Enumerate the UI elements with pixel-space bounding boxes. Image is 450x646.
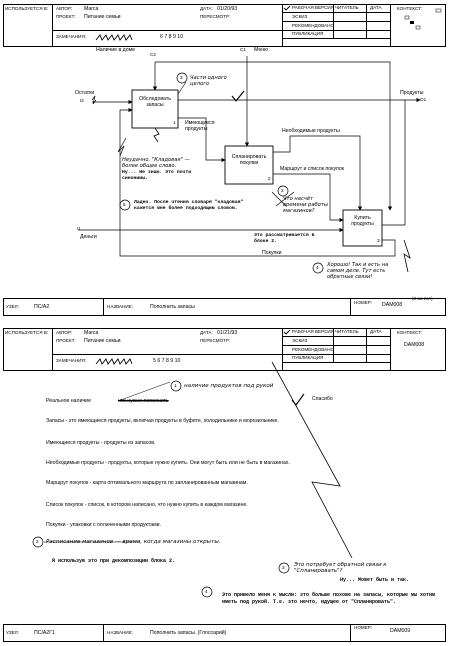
reader-date-label: ДАТА	[370, 5, 382, 10]
status-publication: ПУБЛИКАЦИЯ	[292, 31, 324, 36]
note-1-reply: Ну... Не знаю. Это почти синонимы.	[122, 170, 192, 181]
g-line-1-struck: что нужно пополнить	[118, 398, 169, 404]
g-reply-line: Я использую это при декомпозиции блока 2.	[52, 558, 176, 564]
check-mark-icon-2	[292, 394, 304, 405]
used-in-label-2: ИСПОЛЬЗУЕТСЯ В:	[5, 330, 49, 335]
status-working-2: РАБОЧАЯ ВЕРСИЯ	[292, 329, 335, 334]
box-2-title: Спланировать покупки	[231, 154, 267, 166]
note-5-text: Ладно. После чтения словаря "кладовая" кажется мне более подходящим словом.	[134, 200, 244, 211]
g-line-3: Имеющиеся продукты - продукты из запасов.	[46, 440, 156, 446]
reader-date-label-2: ДАТА	[370, 329, 382, 334]
date-label-2: ДАТА:	[200, 330, 213, 335]
copy-note: (3 км ссл)	[412, 296, 433, 301]
note-5-number: 5	[123, 202, 126, 207]
i1-label: I1	[77, 226, 81, 231]
g-note-3-reply: Ну... Может быть и так.	[340, 577, 410, 583]
name-label-2: НАЗВАНИЕ:	[107, 630, 134, 635]
g-line-2: Запасы - это имеющиеся продукты, включая продукты в буфете, холодильнике и морозильнике.	[46, 418, 279, 424]
c2-label: C2	[150, 52, 156, 57]
notes-label: ЗАМЕЧАНИЯ:	[56, 34, 87, 39]
g-note-4-text: Это привело меня к мысли: это больше похоже на запасы, которые мы хотим иметь под рукой. Т.е. это нечто, идущее от "Спланировать".	[222, 592, 436, 605]
g-thanks: Спасибо	[312, 396, 333, 402]
number-value: DAM008	[382, 302, 403, 308]
author-value: Marca	[84, 6, 99, 12]
arrow-have-label: Имеющиеся продукты	[185, 120, 215, 132]
g-line-1-term: Реальное наличие	[46, 398, 91, 404]
node-label-2: УЗЕЛ:	[6, 630, 19, 635]
notes-digits-2: 5 6 7 8 9 10	[153, 358, 181, 364]
name-label: НАЗВАНИЕ:	[107, 304, 134, 309]
c1-label: C1	[240, 47, 246, 52]
g-note-3-text: Это потребует обратной связи к "Спланировать"?	[294, 562, 387, 574]
project-label-2: ПРОЕКТ:	[56, 338, 76, 343]
g-note-2-text: Расписание магазинов — время, когда магазины открыты.	[46, 539, 221, 545]
c2-name: Наличие в доме	[96, 47, 136, 53]
review-label-2: ПЕРЕСМОТР:	[200, 338, 231, 343]
form-1	[0, 0, 450, 322]
check-mark-icon	[232, 91, 244, 101]
form1-footer	[3, 298, 446, 316]
notes-label-2: ЗАМЕЧАНИЯ:	[56, 358, 87, 363]
date-label: ДАТА:	[200, 6, 213, 11]
g-line-6: Список покупок - список, в котором написано, что нужно купить в каждом магазине.	[46, 502, 248, 508]
note-3-text: Части одного целого	[190, 75, 227, 87]
name-value: Пополнить запасы	[150, 304, 195, 310]
note-2-reply: Это рассматривается в блоке 2.	[254, 233, 315, 244]
status-recommended: РЕКОМЕНДОВАНО	[292, 23, 335, 28]
box-3-title: Купить продукты	[351, 215, 374, 227]
reader-label-2: ЧИТАТЕЛЬ	[335, 329, 359, 334]
g-note-2-number: 2	[36, 539, 39, 544]
notes-digits: 6 7 8 9 10	[160, 34, 184, 40]
used-in-label: ИСПОЛЬЗУЕТСЯ В:	[5, 6, 49, 11]
note-4-number: 4	[316, 265, 319, 270]
project-value: Питание семьи	[84, 14, 121, 20]
node-value: ПС/А2	[34, 304, 50, 310]
status-publication-2: ПУБЛИКАЦИЯ	[292, 355, 324, 360]
number-label: НОМЕР:	[354, 300, 373, 305]
g-note-4-number: 4	[205, 589, 208, 594]
number-label-2: НОМЕР:	[354, 625, 373, 630]
number-value-2: DAM009	[390, 628, 411, 634]
node-value-2: ПС/А2Г1	[34, 630, 55, 636]
date-value-2: 01/21/93	[217, 330, 238, 336]
node-label: УЗЕЛ:	[6, 304, 19, 309]
status-recommended-2: РЕКОМЕНДОВАНО	[292, 347, 335, 352]
note-1-text: Неудачно. "Кладовая" — более общее слово.	[122, 157, 190, 169]
note-2-number: 2	[281, 188, 284, 193]
g-note-3-number: 3	[282, 565, 285, 570]
context-label-2: КОНТЕКСТ:	[397, 330, 423, 335]
date-value: 01/20/93	[217, 6, 238, 12]
form-2	[0, 322, 450, 646]
arrow-route-label: Маршрут и список покупок	[280, 166, 345, 172]
reader-label: ЧИТАТЕЛЬ	[335, 5, 359, 10]
g-line-5: Маршрут покупок - карта оптимального маршрута по запланированным магазинам.	[46, 480, 248, 486]
author-label-2: АВТОР:	[56, 330, 73, 335]
g-line-4: Необходимые продукты - продукты, которые нужно купить. Они могут быть или не быть в магазинах.	[46, 460, 290, 466]
i1-name: Деньги	[80, 234, 97, 240]
g-note-1-text: наличие продуктов под рукой	[184, 383, 274, 389]
i2-label: I2	[80, 98, 84, 103]
status-working: РАБОЧАЯ ВЕРСИЯ	[292, 5, 335, 10]
o1-name: Продукты	[400, 90, 424, 96]
box-1-title: Обследовать запасы	[139, 96, 171, 108]
box-2-number: 2	[268, 176, 271, 181]
box-1-number: 1	[173, 120, 176, 125]
arrow-needed-label: Необходимые продукты	[282, 128, 340, 134]
g-line-7: Покупки - упаковки с оплаченными продуктами.	[46, 522, 161, 528]
i2-name: Остатки	[75, 90, 95, 96]
author-label: АВТОР:	[56, 6, 73, 11]
note-3-number: 3	[180, 75, 183, 80]
c1-name: Меню	[254, 47, 269, 53]
box-3-number: 3	[377, 238, 380, 243]
name-value-2: Пополнить запасы. (Глоссарий)	[150, 630, 227, 636]
note-2-text: Что насчёт времени работы магазинов?	[283, 196, 329, 214]
project-label: ПРОЕКТ:	[56, 14, 76, 19]
context-label: КОНТЕКСТ:	[397, 6, 423, 11]
arrow-purchases-label: Покупки	[262, 250, 282, 256]
status-draft: ЭСКИЗ	[292, 14, 308, 19]
g-note-1-number: 1	[174, 383, 177, 388]
context-value-2: DAM008	[404, 342, 425, 348]
project-value-2: Питание семьи	[84, 338, 121, 344]
author-value-2: Marca	[84, 330, 99, 336]
o1-label: O1	[420, 97, 427, 102]
note-4-text: Хорошо! Так и есть на самом деле. Тут есть обратные связи!	[327, 262, 389, 280]
review-label: ПЕРЕСМОТР:	[200, 14, 231, 19]
status-draft-2: ЭСКИЗ	[292, 338, 308, 343]
